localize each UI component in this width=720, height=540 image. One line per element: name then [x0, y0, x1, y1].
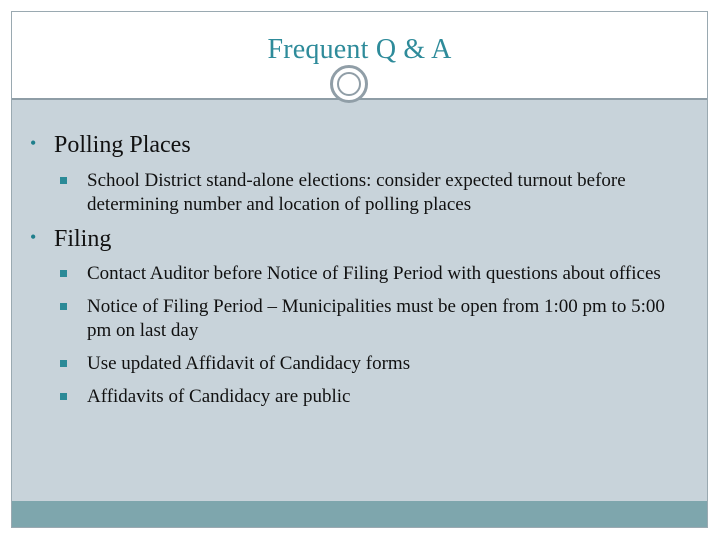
round-bullet-icon: • — [30, 227, 37, 247]
round-bullet-icon: • — [30, 133, 37, 153]
footer-bar — [12, 501, 707, 528]
square-bullet-icon — [60, 177, 67, 184]
decorative-ring-icon — [330, 65, 368, 103]
square-bullet-icon — [60, 303, 67, 310]
subitem-text: Contact Auditor before Notice of Filing Period with questions about offices — [87, 263, 661, 284]
subitem-text: Affidavits of Candidacy are public — [87, 386, 351, 407]
subitem-filing-1 — [30, 262, 680, 286]
bullet-label: Polling Places — [54, 132, 191, 158]
subitem-filing-4 — [30, 385, 680, 409]
bullet-filing — [30, 225, 680, 253]
slide-title: Frequent Q & A — [267, 34, 452, 65]
subitem-filing-3 — [30, 352, 680, 376]
subitem-filing-2 — [30, 295, 680, 343]
bullet-list — [30, 131, 680, 409]
bullet-label: Filing — [54, 226, 112, 252]
square-bullet-icon — [60, 360, 67, 367]
subitem-text: Notice of Filing Period – Municipalities must be open from 1:00 pm to 5:00 pm on last day — [87, 296, 665, 341]
bullet-polling-places — [30, 131, 680, 159]
subitem-polling-1 — [30, 169, 680, 217]
subitem-text: School District stand-alone elections: consider expected turnout before determining number and location of polling places — [87, 170, 626, 215]
square-bullet-icon — [60, 270, 67, 277]
square-bullet-icon — [60, 393, 67, 400]
subitem-text: Use updated Affidavit of Candidacy forms — [87, 353, 411, 374]
